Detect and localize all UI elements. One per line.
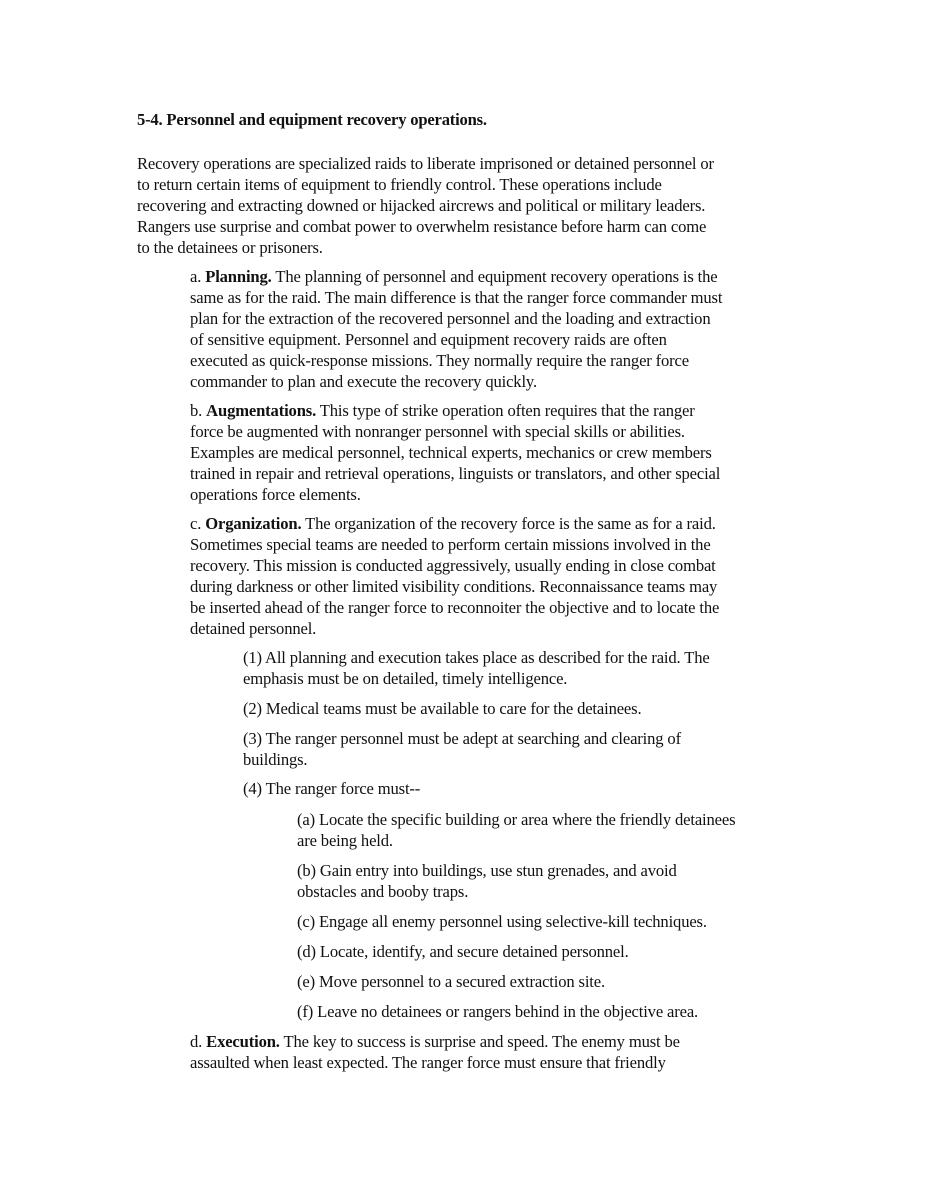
text-line: Examples are medical personnel, technical experts, mechanics or crew members (190, 443, 712, 462)
text-line: (b) Gain entry into buildings, use stun grenades, and avoid (297, 861, 677, 880)
text-line: (d) Locate, identify, and secure detained personnel. (297, 942, 629, 961)
text-line: to the detainees or prisoners. (137, 238, 323, 257)
paragraph-text: The planning of personnel and equipment recovery operations is the (271, 267, 718, 286)
text-line (190, 514, 716, 534)
paragraph-label: c. (190, 514, 202, 533)
text-line: be inserted ahead of the ranger force to reconnoiter the objective and to locate the (190, 598, 720, 617)
paragraph-title: Organization. (205, 514, 302, 533)
text-line: assaulted when least expected. The ranger force must ensure that friendly (190, 1053, 666, 1072)
text-line: (f) Leave no detainees or rangers behind in the objective area. (297, 1002, 699, 1021)
text-line: of sensitive equipment. Personnel and equipment recovery raids are often (190, 330, 667, 349)
text-line: Rangers use surprise and combat power to overwhelm resistance before harm can come (137, 217, 707, 236)
text-line (190, 267, 718, 287)
text-line: (3) The ranger personnel must be adept at searching and clearing of (243, 729, 681, 748)
paragraph-text: This type of strike operation often requires that the ranger (316, 401, 695, 420)
text-line: buildings. (243, 750, 308, 769)
paragraph-title: Augmentations. (206, 401, 317, 420)
text-line: (c) Engage all enemy personnel using selective-kill techniques. (297, 912, 707, 931)
paragraph-label: d. (190, 1032, 203, 1051)
paragraph-title: Planning. (205, 267, 272, 286)
text-line: are being held. (297, 831, 393, 850)
paragraph-text: The key to success is surprise and speed. The enemy must be (279, 1032, 680, 1051)
text-line: during darkness or other limited visibility conditions. Reconnaissance teams may (190, 577, 718, 596)
text-line: plan for the extraction of the recovered personnel and the loading and extraction (190, 309, 711, 328)
text-line: operations force elements. (190, 485, 361, 504)
text-line: trained in repair and retrieval operations, linguists or translators, and other special (190, 464, 721, 483)
text-line: (e) Move personnel to a secured extraction site. (297, 972, 605, 991)
text-line: recovering and extracting downed or hijacked aircrews and political or military leaders. (137, 196, 706, 215)
text-line: (a) Locate the specific building or area where the friendly detainees (297, 810, 736, 829)
text-line: Sometimes special teams are needed to perform certain missions involved in the (190, 535, 711, 554)
text-line: to return certain items of equipment to friendly control. These operations include (137, 175, 662, 194)
paragraph-title: Execution. (206, 1032, 280, 1051)
text-line: executed as quick-response missions. They normally require the ranger force (190, 351, 689, 370)
text-line: Recovery operations are specialized raids to liberate imprisoned or detained personnel or (137, 154, 714, 173)
text-line (190, 1032, 680, 1052)
text-line: emphasis must be on detailed, timely intelligence. (243, 669, 568, 688)
text-line: commander to plan and execute the recovery quickly. (190, 372, 537, 391)
section-heading: 5-4. Personnel and equipment recovery operations. (137, 110, 487, 129)
paragraph-label: a. (190, 267, 202, 286)
paragraph-label: b. (190, 401, 203, 420)
text-line: recovery. This mission is conducted aggressively, usually ending in close combat (190, 556, 716, 575)
paragraph-text: The organization of the recovery force is the same as for a raid. (301, 514, 716, 533)
text-line: force be augmented with nonranger personnel with special skills or abilities. (190, 422, 685, 441)
text-line: (2) Medical teams must be available to care for the detainees. (243, 699, 642, 718)
text-line: (4) The ranger force must-- (243, 779, 421, 798)
text-line (190, 401, 695, 421)
text-line: detained personnel. (190, 619, 317, 638)
text-line: same as for the raid. The main difference is that the ranger force commander must (190, 288, 723, 307)
text-line: (1) All planning and execution takes place as described for the raid. The (243, 648, 710, 667)
text-line: obstacles and booby traps. (297, 882, 469, 901)
